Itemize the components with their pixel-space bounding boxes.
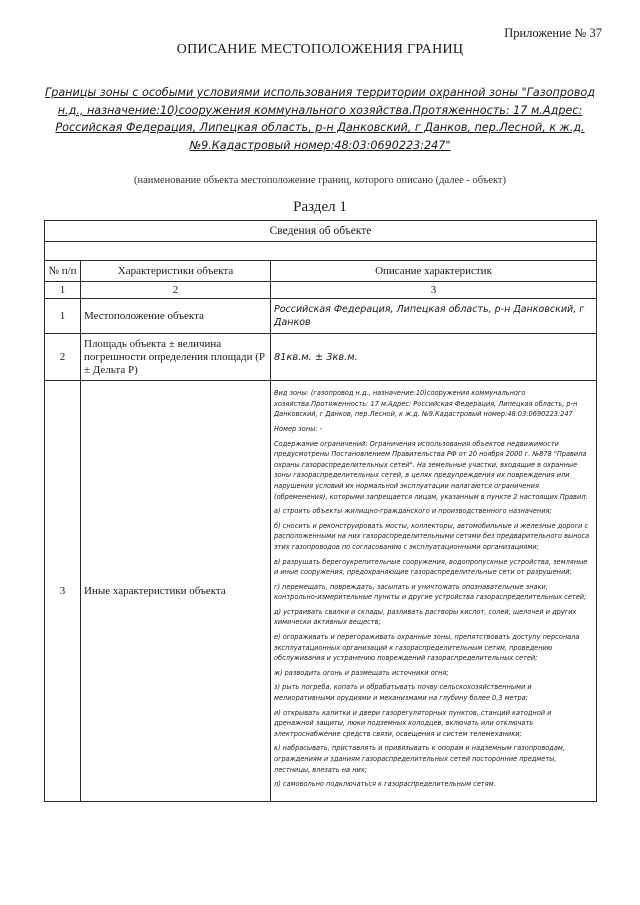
paragraph: ж) разводить огонь и размещать источники огня;: [274, 668, 449, 677]
row-number: 1: [45, 299, 81, 334]
object-info-table: [44, 220, 597, 802]
paragraph: Вид зоны: (газопровод н.д., назначение:10)сооружения коммунального хозяйства.Протяженность: 17 м.Адрес: Российская Федерация, Липецкая область, р-н Данковский, г Данков, пер.Лесной, к ж.д. №9.Кадастровый номер:48:03:0690223:247: [274, 389, 578, 419]
row-value: Российская Федерация, Липецкая область, р-н Данковский, г Данков: [271, 299, 597, 334]
header-row: [45, 261, 597, 282]
blank-row: [45, 242, 597, 261]
col-number: 3: [271, 282, 597, 299]
other-characteristics: [271, 381, 597, 802]
section-title: Раздел 1: [293, 199, 347, 215]
col-header-num: № п/п: [45, 261, 81, 282]
row-label: Площадь объекта ± величина погрешности определения площади (Р ± Дельта Р): [81, 334, 271, 381]
object-caption: (наименование объекта местоположение границ, которого описано (далее - объект): [133, 175, 507, 186]
paragraph: б) сносить и реконструировать мосты, коллекторы, автомобильные и железные дороги с расположенными на них газораспределительными сетями без предварительного выноса этих газопроводов по согласованию с эксплуатационными организациями;: [274, 521, 590, 551]
table-title: Сведения об объекте: [45, 221, 597, 242]
col-number: 2: [81, 282, 271, 299]
paragraph: Номер зоны: -: [274, 424, 323, 433]
paragraph: к) набрасывать, приставлять и привязывать к опорам и надземным газопроводам, ограждениям и зданиям газораспределительных сетей посторонние предметы, лестницы, влезать на них;: [274, 744, 565, 774]
paragraph: в) разрушать берегоукрепительные сооружения, водопропускные устройства, земляные и иные сооружения, предохраняющие газораспределительные сети от разрушений;: [274, 557, 588, 577]
col-number: 1: [45, 282, 81, 299]
zone-name: Границы зоны с особыми условиями использования территории охранной зоны "Газопровод н.д., назначение:10)сооружения коммунального хозяйства.Протяженность: 17 м.Адрес: Российская Федерация, Липецкая область, р-н Данковский, г Данков, пер.Лесной, к ж.д. №9.Кадастровый номер:48:03:0690223:247": [44, 86, 595, 152]
row-number: 3: [45, 381, 81, 802]
page-title: ОПИСАНИЕ МЕСТОПОЛОЖЕНИЯ ГРАНИЦ: [176, 42, 464, 57]
col-header-characteristic: Характеристики объекта: [81, 261, 271, 282]
column-number-row: [45, 282, 597, 299]
paragraph: л) самовольно подключаться к газораспределительным сетям.: [274, 780, 496, 789]
table-row: [45, 381, 597, 802]
paragraph: е) огораживать и перегораживать охранные зоны, препятствовать доступу персонала эксплуатационных организаций к газораспределительным сетям, проведению обслуживания и устранению повреждений газораспределительных сетей;: [274, 633, 580, 663]
paragraph: Содержание ограничений: Ограничения использования объектов недвижимости предусмотрены Постановлением Правительства РФ от 20 ноября 2000 г. №878 "Правила охраны газораспределительных сетей". На земельные участки, входящие в охранные зоны газораспределительных сетей, в целях предупреждения их повреждения или нарушения условий их нормальной эксплуатации налагаются ограничения (обременения), которыми запрещается лицам, указанным в пункте 2 настоящих Правил:: [274, 439, 588, 501]
table-row: [45, 334, 597, 381]
row-label: Иные характеристики объекта: [81, 381, 271, 802]
table-row: [45, 299, 597, 334]
row-value: 81кв.м. ± 3кв.м.: [271, 334, 597, 381]
appendix-number: Приложение № 37: [504, 26, 602, 40]
paragraph: а) строить объекты жилищно-гражданского и производственного назначения;: [274, 507, 552, 516]
row-label: Местоположение объекта: [81, 299, 271, 334]
row-number: 2: [45, 334, 81, 381]
paragraph: г) перемещать, повреждать, засыпать и уничтожать опознавательные знаки, контрольно-измерительные пункты и другие устройства газораспределительных сетей;: [274, 582, 587, 602]
col-header-description: Описание характеристик: [271, 261, 597, 282]
paragraph: з) рыть погреба, копать и обрабатывать почву сельскохозяйственными и мелиоративными орудиями и механизмами на глубину более 0,3 метра;: [274, 683, 532, 703]
paragraph: д) устраивать свалки и склады, разливать растворы кислот, солей, щелочей и других химически активных веществ;: [274, 607, 577, 627]
paragraph: и) открывать калитки и двери газорегуляторных пунктов, станций катодной и дренажной защиты, люки подземных колодцев, включать или отключать электроснабжение средств связи, освещения и систем телемеханики;: [274, 708, 552, 738]
